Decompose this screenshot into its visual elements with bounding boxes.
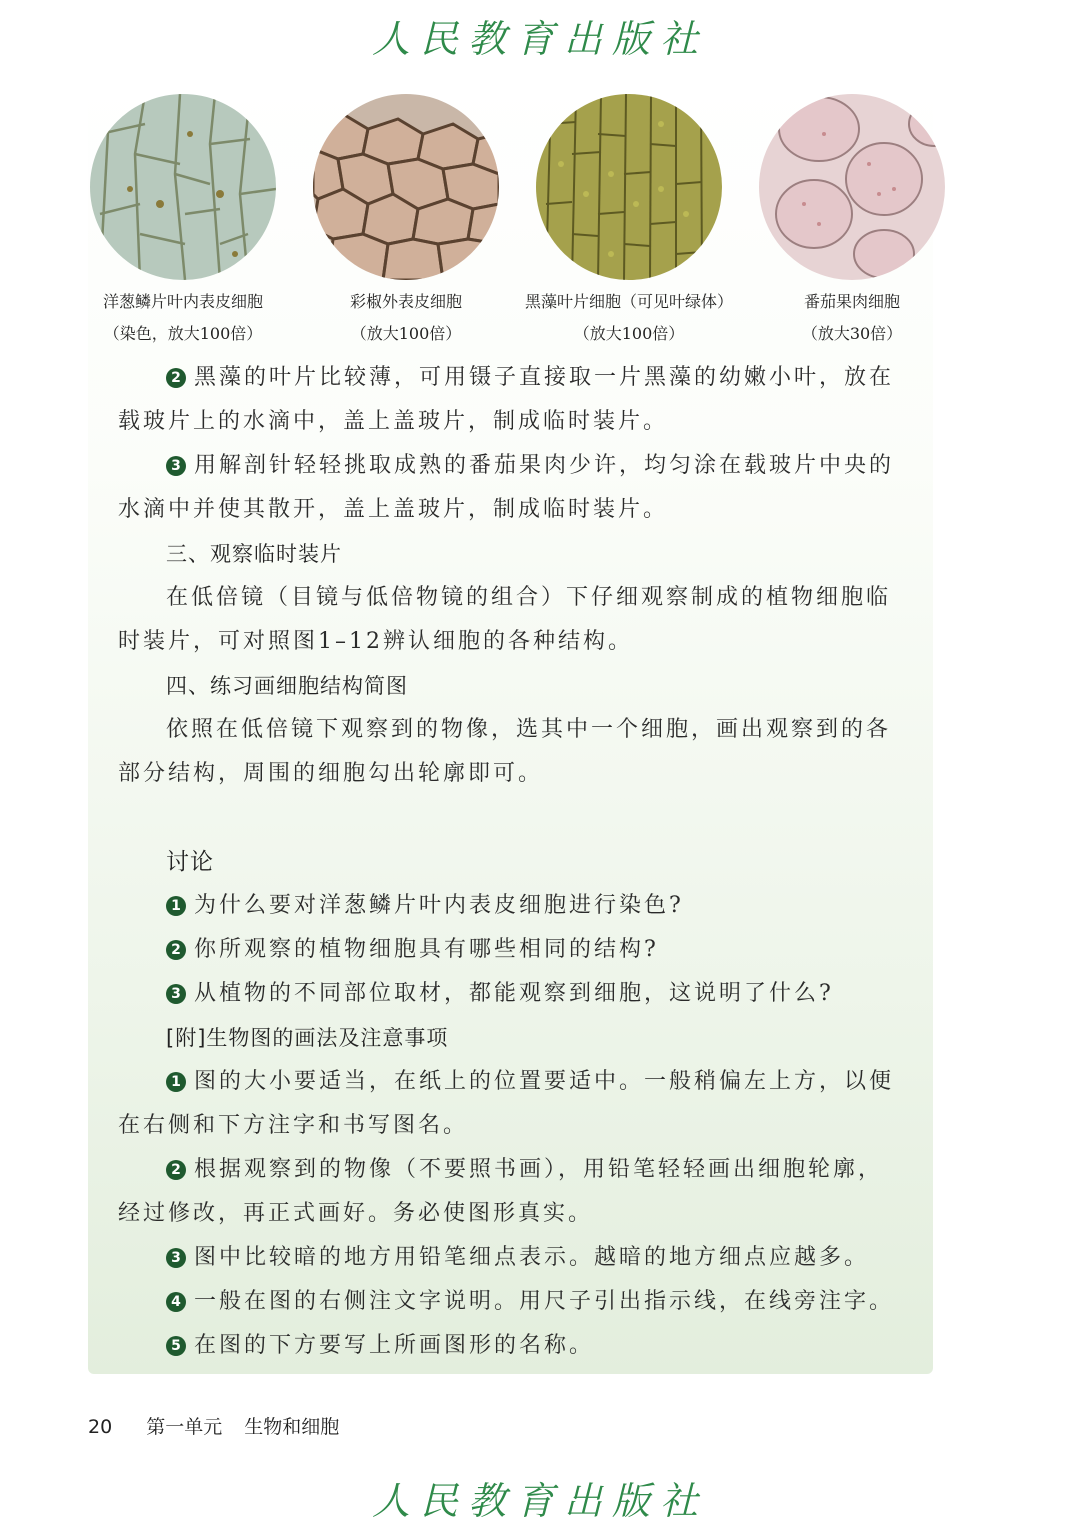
discussion-item: 2 你所观察的植物细胞具有哪些相同的结构? bbox=[118, 928, 903, 972]
unit-title: 生物和细胞 bbox=[244, 1416, 340, 1438]
appendix-item: 1 图的大小要适当，在纸上的位置要适中。一般稍偏左上方，以便在右侧和下方注字和书写图名。 bbox=[118, 1069, 895, 1138]
section-paragraph: 在低倍镜（目镜与低倍物镜的组合）下仔细观察制成的植物细胞临时装片，可对照图1–12辨认细胞的各种结构。 bbox=[118, 585, 892, 654]
section-paragraph: 依照在低倍镜下观察到的物像，选其中一个细胞，画出观察到的各部分结构，周围的细胞勾出轮廓即可。 bbox=[118, 717, 892, 786]
step-paragraph: 3 用解剖针轻轻挑取成熟的番茄果肉少许，均匀涂在载玻片中央的水滴中并使其散开，盖上盖玻片，制成临时装片。 bbox=[118, 453, 895, 522]
discussion-item: 1 为什么要对洋葱鳞片叶内表皮细胞进行染色? bbox=[118, 884, 903, 928]
publisher-watermark: 人民教育出版社 bbox=[371, 1479, 708, 1523]
figure-caption: 黑藻叶片细胞（可见叶绿体） （放大100倍） bbox=[524, 292, 733, 343]
section-heading: 三、观察临时装片 bbox=[166, 542, 342, 566]
number-badge: 3 bbox=[166, 984, 186, 1004]
number-badge: 3 bbox=[166, 1248, 186, 1268]
number-badge: 3 bbox=[166, 456, 186, 476]
number-badge: 4 bbox=[166, 1292, 186, 1312]
figure-caption: 番茄果肉细胞 （放大30倍） bbox=[801, 292, 903, 343]
micrograph-figures bbox=[88, 82, 933, 352]
section-heading: 四、练习画细胞结构简图 bbox=[166, 674, 408, 698]
content-panel bbox=[88, 82, 933, 1374]
appendix-item: 2 根据观察到的物像（不要照书画），用铅笔轻轻画出细胞轮廓，经过修改，再正式画好。务必使图形真实。 bbox=[118, 1157, 884, 1226]
number-badge: 2 bbox=[166, 940, 186, 960]
publisher-watermark: 人民教育出版社 bbox=[371, 17, 708, 61]
elodea-cell-micrograph bbox=[536, 94, 722, 280]
body-text bbox=[118, 356, 903, 1368]
tomato-cell-micrograph bbox=[759, 94, 945, 280]
appendix-item: 4 一般在图的右侧注文字说明。用尺子引出指示线，在线旁注字。 bbox=[118, 1280, 903, 1324]
appendix-item: 5 在图的下方要写上所画图形的名称。 bbox=[118, 1324, 903, 1368]
appendix-heading: [附]生物图的画法及注意事项 bbox=[166, 1026, 449, 1050]
page-number: 20 bbox=[88, 1416, 113, 1438]
appendix-item: 3 图中比较暗的地方用铅笔细点表示。越暗的地方细点应越多。 bbox=[118, 1236, 903, 1280]
unit-label: 第一单元 bbox=[146, 1416, 223, 1438]
figure-caption: 彩椒外表皮细胞 （放大100倍） bbox=[349, 292, 462, 343]
figure-caption: 洋葱鳞片叶内表皮细胞 （染色，放大100倍） bbox=[102, 292, 263, 343]
pepper-cell-micrograph bbox=[313, 94, 499, 280]
step-paragraph: 2 黑藻的叶片比较薄，可用镊子直接取一片黑藻的幼嫩小叶，放在载玻片上的水滴中，盖上盖玻片，制成临时装片。 bbox=[118, 365, 895, 434]
number-badge: 1 bbox=[166, 896, 186, 916]
onion-cell-micrograph bbox=[90, 94, 276, 280]
number-badge: 5 bbox=[166, 1336, 186, 1356]
page-footer bbox=[88, 1412, 339, 1439]
discussion-heading: 讨论 bbox=[166, 849, 214, 875]
discussion-item: 3 从植物的不同部位取材，都能观察到细胞，这说明了什么? bbox=[118, 972, 903, 1016]
number-badge: 2 bbox=[166, 368, 186, 388]
number-badge: 2 bbox=[166, 1160, 186, 1180]
number-badge: 1 bbox=[166, 1072, 186, 1092]
